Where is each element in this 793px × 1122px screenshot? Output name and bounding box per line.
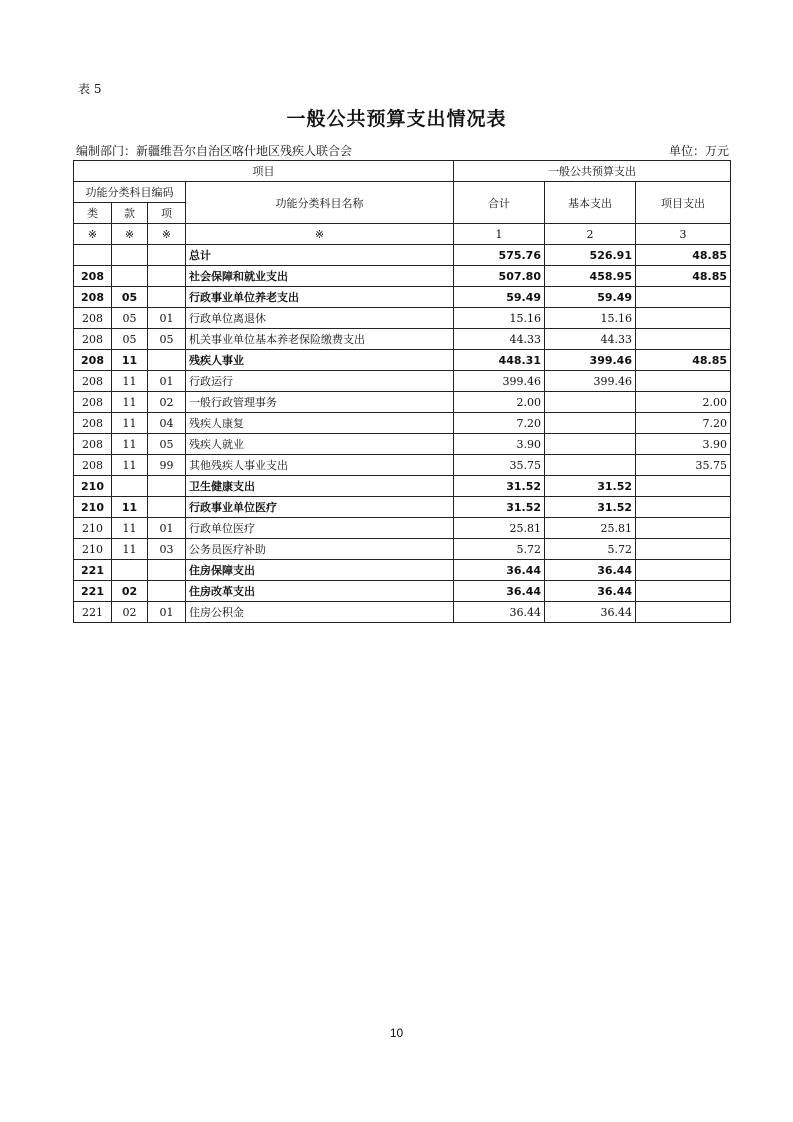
cell-xiang (148, 350, 186, 371)
col-number-3: 3 (636, 224, 731, 245)
department-label: 编制部门：新疆维吾尔自治区喀什地区残疾人联合会 (76, 144, 353, 158)
cell-lei (74, 245, 112, 266)
cell-total: 15.16 (454, 308, 545, 329)
cell-xiang: 99 (148, 455, 186, 476)
cell-kuan: 11 (112, 455, 148, 476)
cell-kuan: 11 (112, 413, 148, 434)
cell-project (636, 287, 731, 308)
cell-name: 住房改革支出 (186, 581, 454, 602)
cell-name: 残疾人就业 (186, 434, 454, 455)
cell-lei: 210 (74, 497, 112, 518)
cell-project: 48.85 (636, 266, 731, 287)
header-project: 项目 (74, 161, 454, 182)
cell-basic: 25.81 (545, 518, 636, 539)
cell-kuan: 11 (112, 434, 148, 455)
cell-total: 399.46 (454, 371, 545, 392)
cell-lei: 208 (74, 434, 112, 455)
cell-lei: 208 (74, 455, 112, 476)
mark-kuan: ※ (112, 224, 148, 245)
cell-total: 2.00 (454, 392, 545, 413)
cell-xiang (148, 266, 186, 287)
cell-kuan: 11 (112, 392, 148, 413)
cell-xiang (148, 497, 186, 518)
cell-total: 507.80 (454, 266, 545, 287)
table-row (74, 245, 731, 266)
cell-kuan: 11 (112, 371, 148, 392)
cell-total: 7.20 (454, 413, 545, 434)
cell-xiang: 01 (148, 518, 186, 539)
cell-xiang: 05 (148, 434, 186, 455)
cell-project (636, 371, 731, 392)
cell-kuan (112, 245, 148, 266)
cell-name: 机关事业单位基本养老保险缴费支出 (186, 329, 454, 350)
cell-lei: 208 (74, 371, 112, 392)
header-lei: 类 (74, 203, 112, 224)
table-row (74, 434, 731, 455)
table-row (74, 539, 731, 560)
cell-xiang: 01 (148, 602, 186, 623)
table-row (74, 476, 731, 497)
table-row (74, 266, 731, 287)
cell-basic: 458.95 (545, 266, 636, 287)
cell-kuan: 11 (112, 518, 148, 539)
cell-project: 2.00 (636, 392, 731, 413)
table-row (74, 455, 731, 476)
cell-basic: 59.49 (545, 287, 636, 308)
mark-name: ※ (186, 224, 454, 245)
cell-name: 残疾人事业 (186, 350, 454, 371)
cell-kuan: 02 (112, 581, 148, 602)
cell-basic: 31.52 (545, 497, 636, 518)
cell-xiang: 04 (148, 413, 186, 434)
cell-xiang: 02 (148, 392, 186, 413)
cell-xiang (148, 287, 186, 308)
cell-basic: 31.52 (545, 476, 636, 497)
cell-project (636, 329, 731, 350)
cell-basic: 36.44 (545, 602, 636, 623)
cell-basic: 36.44 (545, 560, 636, 581)
cell-xiang: 01 (148, 371, 186, 392)
cell-basic: 44.33 (545, 329, 636, 350)
unit-label: 单位：万元 (668, 144, 729, 158)
page-title: 一般公共预算支出情况表 (286, 108, 507, 130)
cell-project (636, 560, 731, 581)
cell-kuan: 11 (112, 350, 148, 371)
table-row (74, 308, 731, 329)
cell-name: 总计 (186, 245, 454, 266)
cell-kuan (112, 476, 148, 497)
cell-kuan: 05 (112, 308, 148, 329)
cell-lei: 208 (74, 392, 112, 413)
page-number: 10 (389, 1026, 404, 1040)
cell-kuan: 05 (112, 287, 148, 308)
cell-lei: 210 (74, 476, 112, 497)
cell-lei: 208 (74, 287, 112, 308)
cell-name: 住房保障支出 (186, 560, 454, 581)
cell-project (636, 581, 731, 602)
cell-lei: 208 (74, 329, 112, 350)
header-basic: 基本支出 (545, 182, 636, 224)
cell-name: 其他残疾人事业支出 (186, 455, 454, 476)
cell-xiang: 03 (148, 539, 186, 560)
table-row (74, 602, 731, 623)
cell-lei: 221 (74, 581, 112, 602)
cell-name: 一般行政管理事务 (186, 392, 454, 413)
cell-basic (545, 455, 636, 476)
cell-lei: 208 (74, 413, 112, 434)
table-row (74, 518, 731, 539)
cell-lei: 208 (74, 350, 112, 371)
cell-name: 行政单位医疗 (186, 518, 454, 539)
header-name: 功能分类科目名称 (186, 182, 454, 224)
header-general-budget: 一般公共预算支出 (454, 161, 731, 182)
cell-xiang (148, 245, 186, 266)
cell-basic (545, 413, 636, 434)
cell-basic: 526.91 (545, 245, 636, 266)
cell-lei: 210 (74, 539, 112, 560)
table-row (74, 392, 731, 413)
cell-xiang (148, 581, 186, 602)
cell-kuan: 11 (112, 497, 148, 518)
cell-basic: 36.44 (545, 581, 636, 602)
cell-total: 25.81 (454, 518, 545, 539)
header-project-expense: 项目支出 (636, 182, 731, 224)
table-row (74, 350, 731, 371)
cell-project: 7.20 (636, 413, 731, 434)
cell-kuan: 02 (112, 602, 148, 623)
table-row (74, 413, 731, 434)
cell-project: 35.75 (636, 455, 731, 476)
cell-xiang: 01 (148, 308, 186, 329)
cell-lei: 208 (74, 308, 112, 329)
cell-total: 31.52 (454, 476, 545, 497)
cell-total: 31.52 (454, 497, 545, 518)
cell-project (636, 308, 731, 329)
cell-project (636, 518, 731, 539)
cell-xiang (148, 560, 186, 581)
header-code: 功能分类科目编码 (74, 182, 186, 203)
cell-xiang: 05 (148, 329, 186, 350)
cell-total: 36.44 (454, 581, 545, 602)
cell-lei: 221 (74, 560, 112, 581)
table-row (74, 497, 731, 518)
cell-total: 575.76 (454, 245, 545, 266)
mark-xiang: ※ (148, 224, 186, 245)
table-row (74, 581, 731, 602)
cell-project: 48.85 (636, 350, 731, 371)
cell-kuan: 11 (112, 539, 148, 560)
cell-kuan (112, 560, 148, 581)
cell-total: 35.75 (454, 455, 545, 476)
cell-project (636, 476, 731, 497)
cell-name: 行政事业单位医疗 (186, 497, 454, 518)
header-total: 合计 (454, 182, 545, 224)
cell-total: 59.49 (454, 287, 545, 308)
cell-lei: 221 (74, 602, 112, 623)
cell-basic: 399.46 (545, 371, 636, 392)
mark-lei: ※ (74, 224, 112, 245)
col-number-2: 2 (545, 224, 636, 245)
cell-project (636, 497, 731, 518)
budget-table (73, 160, 731, 623)
cell-total: 448.31 (454, 350, 545, 371)
cell-name: 卫生健康支出 (186, 476, 454, 497)
table-row (74, 560, 731, 581)
cell-name: 行政单位离退休 (186, 308, 454, 329)
cell-total: 36.44 (454, 602, 545, 623)
header-xiang: 项 (148, 203, 186, 224)
cell-basic (545, 434, 636, 455)
cell-basic: 5.72 (545, 539, 636, 560)
cell-total: 3.90 (454, 434, 545, 455)
cell-total: 36.44 (454, 560, 545, 581)
cell-project (636, 539, 731, 560)
cell-total: 5.72 (454, 539, 545, 560)
cell-name: 行政运行 (186, 371, 454, 392)
header-kuan: 款 (112, 203, 148, 224)
col-number-1: 1 (454, 224, 545, 245)
cell-kuan: 05 (112, 329, 148, 350)
cell-project (636, 602, 731, 623)
table-number: 表 5 (78, 82, 102, 96)
table-row (74, 287, 731, 308)
cell-total: 44.33 (454, 329, 545, 350)
table-row (74, 371, 731, 392)
cell-kuan (112, 266, 148, 287)
cell-basic: 399.46 (545, 350, 636, 371)
cell-basic (545, 392, 636, 413)
table-row (74, 329, 731, 350)
table-body (74, 245, 731, 623)
cell-project: 48.85 (636, 245, 731, 266)
cell-name: 公务员医疗补助 (186, 539, 454, 560)
cell-name: 住房公积金 (186, 602, 454, 623)
cell-name: 行政事业单位养老支出 (186, 287, 454, 308)
cell-basic: 15.16 (545, 308, 636, 329)
cell-lei: 210 (74, 518, 112, 539)
cell-xiang (148, 476, 186, 497)
cell-lei: 208 (74, 266, 112, 287)
cell-name: 社会保障和就业支出 (186, 266, 454, 287)
cell-project: 3.90 (636, 434, 731, 455)
table-header (74, 161, 731, 245)
cell-name: 残疾人康复 (186, 413, 454, 434)
